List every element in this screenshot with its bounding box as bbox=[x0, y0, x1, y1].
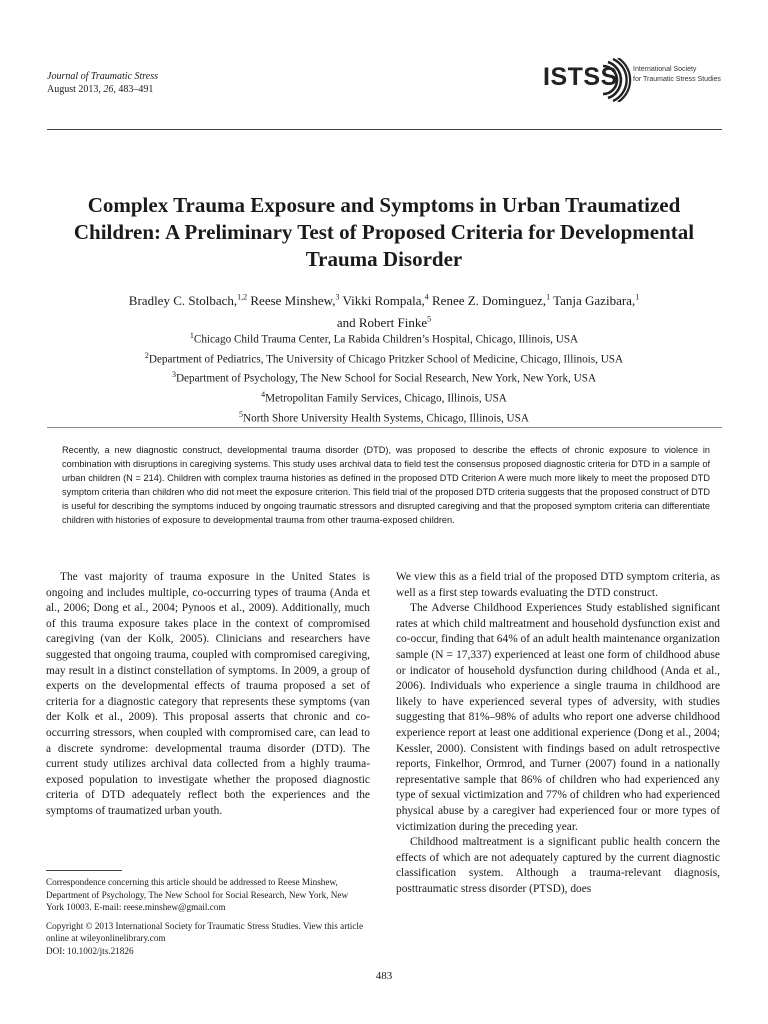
abstract: Recently, a new diagnostic construct, developmental trauma disorder (DTD), was proposed to describe the effects of chronic exposure to violence in combination with disruptions in caregiving systems. This study uses archival data to field test the consensus proposed diagnostic criteria for DTD in a sample of urban children (N = 214). Children with complex trauma histories as defined in the proposed DTD Criterion A were much more likely to meet the proposed DTD symptom criteria than children who did not meet the exposure criterion. This field trial of the proposed DTD criteria suggests that the proposed construct of DTD is useful for describing the symptoms induced by ongoing traumatic stressors and disrupted caregiving and that the proposed symptom criteria can differentiate children with histories of exposure to developmental trauma from other trauma-exposed children. bbox=[62, 445, 710, 526]
correspondence-note: Correspondence concerning this article should be addressed to Reese Minshew, Department of Psychology, The New School for Social Research, New York, New York 10003. E-mail: reese.minshew@gmail.com bbox=[46, 877, 349, 913]
body-paragraph: The Adverse Childhood Experiences Study established significant rates at which child maltreatment and household dysfunction exist and co-occur, finding that 64% of an adult health maintenance organization sample (N = 17,337) experienced at least one form of childhood abuse or indicator of household dysfunction during childhood (Anda et al., 2006). Individuals who experience a single trauma in childhood are likely to have experienced several types of adversity, with studies suggesting that 81%–98% of adults who report one adverse childhood experience report at least one additional experience (Dong et al., 2004; Kessler, 2000). Consistent with findings based on adult retrospective reports, Finkelhor, Ormrod, and Turner (2007) found in a nationally representative sample that 86% of children who had experienced any type of sexual victimization and 77% of children who had experienced physical abuse by a caregiver had experienced four or more types of victimization during the preceding year. bbox=[396, 602, 720, 833]
logo-wordmark: ISTSS bbox=[543, 63, 618, 91]
journal-name: Journal of Traumatic Stress bbox=[47, 71, 159, 82]
body-paragraph: Childhood maltreatment is a significant public health concern the effects of which are not adequately captured by the current diagnostic classification system. Although a trauma-relevant diagnosis, posttraumatic stress disorder (PTSD), does bbox=[396, 836, 720, 895]
affiliation: $^4$Metropolitan Family Services, Chicago, Illinois, USA bbox=[261, 390, 507, 405]
affiliation: $^1$Chicago Child Trauma Center, La Rabida Children’s Hospital, Chicago, Illinois, USA bbox=[189, 331, 579, 346]
body-paragraph: We view this as a field trial of the proposed DTD symptom criteria, as well as a first step towards evaluating the DTD construct. bbox=[396, 571, 720, 599]
affiliation-list bbox=[60, 328, 708, 427]
header-divider bbox=[47, 129, 722, 130]
body-paragraph: The vast majority of trauma exposure in the United States is ongoing and includes multiple, co-occurring types of trauma (Anda et al., 2006; Dong et al., 2004; Pynoos et al., 2009). Additionally, much of this trauma exposure takes place in the context of compromised caregiving (van der Kolk, 2005). Clinicians and researchers have suggested that ongoing trauma, coupled with compromised caregiving, may result in a distinct constellation of symptoms. In 2009, a group of experts on the developmental effects of trauma proposed a set of criteria for a diagnostic category that represents these symptoms (van der Kolk et al., 2009). This proposal asserts that chronic and co-occurring stressors, when coupled with compromised care, can lead to a discrete syndrome: developmental trauma disorder (DTD). The current study utilizes archival data collected from a highly trauma-exposed population to investigate whether the proposed diagnostic criteria of DTD adequately reflect both the experiences and the symptoms of traumatized urban youth. bbox=[46, 571, 370, 817]
page-number: 483 bbox=[375, 970, 393, 982]
issue-volume: 26 bbox=[103, 84, 114, 95]
logo-tagline bbox=[633, 65, 721, 85]
author: Vikki Rompala,$^4$ bbox=[342, 293, 429, 309]
body-column-left bbox=[46, 570, 370, 820]
logo-arcs-icon bbox=[589, 58, 633, 102]
affiliation: $^3$Department of Psychology, The New School for Social Research, New York, New York, USA bbox=[171, 370, 597, 386]
issue-pages: , 483–491 bbox=[113, 84, 154, 95]
logo-tagline-line1: International Society bbox=[633, 66, 697, 73]
istss-logo bbox=[543, 58, 723, 102]
author: Renee Z. Dominguez,$^1$ bbox=[432, 293, 551, 309]
footnotes bbox=[46, 876, 366, 964]
footnote-divider bbox=[46, 870, 122, 871]
doi: DOI: 10.1002/jts.21826 bbox=[46, 945, 134, 956]
issue-date: August 2013, bbox=[47, 84, 104, 95]
abstract-divider bbox=[47, 427, 722, 428]
body-column-right bbox=[396, 570, 720, 897]
author: Bradley C. Stolbach,$^{1,2}$ bbox=[128, 293, 248, 309]
author: Tanja Gazibara,$^1$ bbox=[553, 293, 640, 309]
journal-citation bbox=[47, 70, 158, 96]
author-list bbox=[60, 289, 708, 332]
logo-tagline-line2: for Traumatic Stress Studies bbox=[633, 76, 721, 83]
affiliation: $^5$North Shore University Health Systems, Chicago, Illinois, USA bbox=[239, 409, 529, 425]
affiliation: $^2$Department of Pediatrics, The University of Chicago Pritzker School of Medicine, Chicago, Illinois, USA bbox=[144, 350, 624, 366]
article-title: Complex Trauma Exposure and Symptoms in Urban Traumatized Children: A Preliminary Test of Proposed Criteria for Developmental Trauma Disorder bbox=[73, 193, 695, 271]
author: Reese Minshew,$^3$ bbox=[250, 293, 340, 309]
author: and Robert Finke$^5$ bbox=[336, 314, 432, 330]
copyright-note: Copyright © 2013 International Society for Traumatic Stress Studies. View this article online at wileyonlinelibrary.com bbox=[46, 920, 364, 944]
journal-issue bbox=[47, 83, 158, 96]
